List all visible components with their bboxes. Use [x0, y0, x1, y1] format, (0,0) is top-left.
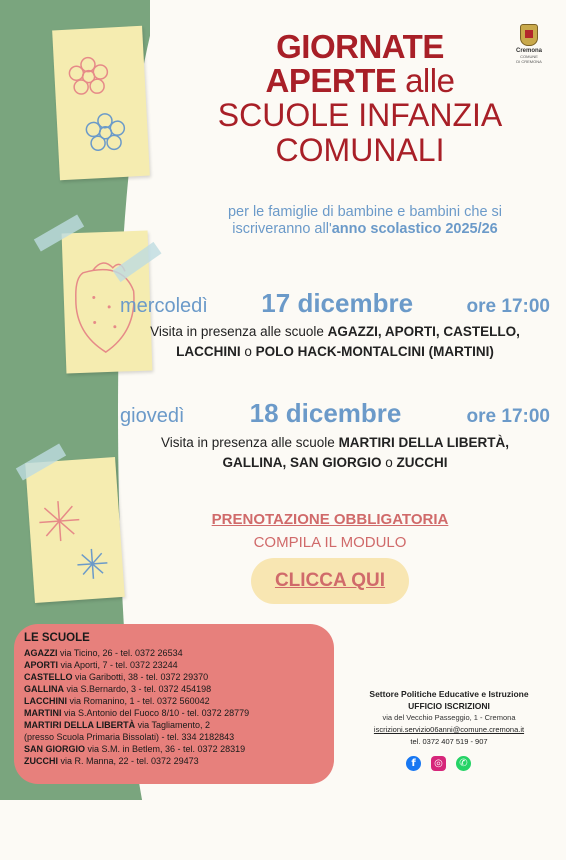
title-line2 — [160, 64, 560, 98]
event2-date-row — [120, 398, 550, 429]
event1-visit-b1: AGAZZI, APORTI, CASTELLO, — [327, 324, 520, 339]
school-item: ZUCCHI via R. Manna, 22 - tel. 0372 29473 — [24, 756, 199, 766]
event1-day: mercoledì — [120, 295, 208, 317]
subtitle-line1: per le famiglie di bambine e bambini che si — [227, 204, 503, 220]
subtitle — [170, 204, 560, 238]
school-item: LACCHINI via Romanino, 1 - tel. 0372 560042 — [24, 696, 210, 706]
title-line4: COMUNALI — [275, 132, 445, 168]
office-address: via del Vecchio Passeggio, 1 - Cremona — [382, 713, 516, 722]
title-line2-bold: APERTE — [265, 62, 397, 99]
event1-date: 17 dicembre — [261, 288, 414, 318]
schools-list-panel — [14, 624, 334, 784]
event2-visit-b2: GALLINA, SAN GIORGIO — [222, 455, 382, 470]
click-here-button[interactable]: CLICCA QUI — [251, 558, 409, 604]
instagram-icon[interactable]: ◎ — [431, 756, 446, 771]
booking-form-label: COMPILA IL MODULO — [253, 534, 407, 551]
event2-visit-b1: MARTIRI DELLA LIBERTÀ, — [338, 435, 510, 450]
event1-visit — [120, 322, 550, 362]
school-item: APORTI via Aporti, 7 - tel. 0372 23244 — [24, 660, 178, 670]
booking-required-link[interactable]: PRENOTAZIONE OBBLIGATORIA — [211, 511, 449, 528]
logo-sub1: COMUNE — [520, 54, 538, 59]
event1-time: ore 17:00 — [466, 296, 550, 317]
event2-day: giovedì — [120, 405, 185, 427]
flower-icon — [52, 26, 150, 181]
school-item: MARTIRI DELLA LIBERTÀ via Tagliamento, 2 — [24, 720, 211, 730]
event1-visit-b2: LACCHINI — [176, 344, 241, 359]
office-department: Settore Politiche Educative e Istruzione — [369, 689, 529, 699]
school-item: (presso Scuola Primaria Bissolati) - tel. 334 2182843 — [24, 732, 235, 742]
school-item: GALLINA via S.Bernardo, 3 - tel. 0372 454198 — [24, 684, 212, 694]
office-phone: tel. 0372 407 519 - 907 — [410, 737, 488, 746]
sticky-note-flowers — [52, 26, 150, 181]
event1-visit-pre: Visita in presenza alle scuole — [150, 324, 328, 339]
school-item: MARTINI via S.Antonio del Fuoco 8/10 - tel. 0372 28779 — [24, 708, 250, 718]
social-links — [406, 756, 471, 771]
event2-time: ore 17:00 — [466, 406, 550, 427]
school-item: SAN GIORGIO via S.M. in Betlem, 36 - tel. 0372 28319 — [24, 744, 246, 754]
star-burst-icon — [25, 457, 125, 603]
event2-date: 18 dicembre — [249, 398, 402, 428]
page-title — [160, 30, 560, 168]
office-name: UFFICIO ISCRIZIONI — [408, 701, 490, 711]
whatsapp-icon[interactable]: ✆ — [456, 756, 471, 771]
title-line1: GIORNATE — [276, 28, 444, 65]
facebook-icon[interactable]: f — [406, 756, 421, 771]
event1-date-row — [120, 288, 550, 319]
logo-sub2: DI CREMONA — [516, 59, 542, 64]
subtitle-line2 — [170, 221, 560, 238]
event1-visit-mid: o — [240, 344, 256, 359]
school-item: CASTELLO via Garibotti, 38 - tel. 0372 29370 — [24, 672, 209, 682]
event1-visit-b3: POLO HACK-MONTALCINI (MARTINI) — [255, 344, 494, 359]
event2-visit — [120, 433, 550, 473]
event2-visit-mid: o — [381, 455, 397, 470]
schools-heading: LE SCUOLE — [24, 632, 90, 644]
event2-visit-b3: ZUCCHI — [396, 455, 448, 470]
subtitle-line2-pre: iscriveranno all' — [232, 221, 332, 237]
title-line3: SCUOLE INFANZIA — [217, 97, 503, 133]
school-item: AGAZZI via Ticino, 26 - tel. 0372 26534 — [24, 648, 183, 658]
subtitle-line2-bold: anno scolastico 2025/26 — [331, 221, 498, 237]
title-line2-light: alle — [405, 62, 455, 99]
office-info — [336, 688, 562, 748]
sticky-note-stars — [25, 457, 125, 603]
event2-visit-pre: Visita in presenza alle scuole — [160, 435, 339, 450]
office-email-link[interactable]: iscrizioni.servizio06anni@comune.cremona.it — [373, 725, 525, 734]
logo-name: Cremona — [515, 48, 542, 54]
